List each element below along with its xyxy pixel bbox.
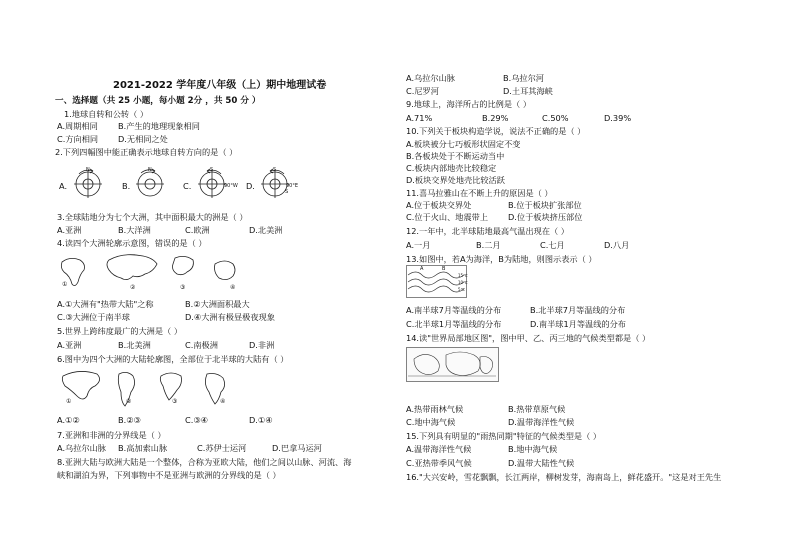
continent-a <box>62 371 99 399</box>
q3-option-a[interactable]: A.亚洲 <box>57 225 82 235</box>
q2-mark-90e: 90°E <box>286 183 299 189</box>
q11-option-a[interactable]: A.位于板块交界处 <box>406 200 472 210</box>
q6-option-d[interactable]: D.①④ <box>249 415 273 425</box>
q15-option-a[interactable]: A.温带海洋性气候 <box>406 444 472 454</box>
q12-option-d[interactable]: D.八月 <box>604 240 630 250</box>
q14-option-d[interactable]: D.温带海洋性气候 <box>508 417 575 427</box>
q8-option-c[interactable]: C.尼罗河 <box>406 86 439 96</box>
paper-title: 2021-2022 学年度八年级（上）期中地理试卷 <box>113 80 327 91</box>
q15-stem: 15.下列具有明显的"雨热同期"特征的气候类型是（ ） <box>406 431 602 441</box>
continent-2 <box>107 255 157 280</box>
q10-option-c[interactable]: C.板块内部地壳比较稳定 <box>406 163 497 173</box>
q6-map-3: ③ <box>172 398 178 405</box>
q2-mark-n2: N <box>148 167 152 173</box>
q9-option-a[interactable]: A.71% <box>406 113 433 123</box>
q4-option-b[interactable]: B.②大洲面积最大 <box>185 299 250 309</box>
continent-c <box>160 373 181 400</box>
q2-mark-s2: S <box>273 167 277 173</box>
q9-option-c[interactable]: C.50% <box>542 113 569 123</box>
q4-map-4: ④ <box>230 284 236 291</box>
q2-label-b[interactable]: B. <box>122 181 131 191</box>
q15-option-d[interactable]: D.温带大陆性气候 <box>508 458 575 468</box>
q3-option-c[interactable]: C.欧洲 <box>185 225 210 235</box>
q2-mark-90w: 90°W <box>224 183 238 189</box>
q5-option-a[interactable]: A.亚洲 <box>57 340 82 350</box>
continent-4 <box>215 261 236 280</box>
q13-option-c[interactable]: C.北半球1月等温线的分布 <box>406 319 502 329</box>
q2-label-d[interactable]: D. <box>246 181 255 191</box>
q7-stem: 7.亚洲和非洲的分界线是（ ） <box>57 430 166 440</box>
q6-map-4: ④ <box>220 398 226 405</box>
q7-option-d[interactable]: D.巴拿马运河 <box>272 443 322 453</box>
q12-option-a[interactable]: A.一月 <box>406 240 431 250</box>
q11-option-d[interactable]: D.位于板块挤压部位 <box>508 212 583 222</box>
q1-option-b[interactable]: B.产生的地理现象相同 <box>118 121 200 131</box>
q13-option-b[interactable]: B.北半球7月等温线的分布 <box>530 305 626 315</box>
q14-option-c[interactable]: C.地中海气候 <box>406 417 456 427</box>
q6-option-c[interactable]: C.③④ <box>185 415 208 425</box>
q4-continent-outlines <box>57 250 257 300</box>
q9-stem: 9.地球上，海洋所占的比例是（ ） <box>406 99 532 109</box>
q14-option-b[interactable]: B.热带草原气候 <box>508 404 566 414</box>
q3-option-b[interactable]: B.大洋洲 <box>118 225 151 235</box>
q13-option-a[interactable]: A.南半球7月等温线的分布 <box>406 305 502 315</box>
q10-option-a[interactable]: A.板块被分七巧板形状固定不变 <box>406 139 521 149</box>
q5-stem: 5.世界上跨纬度最广的大洲是（ ） <box>57 326 183 336</box>
q13-iso-1: 15℃ <box>458 273 468 278</box>
q6-map-2: ② <box>126 398 132 405</box>
q4-map-1: ① <box>62 281 68 288</box>
q8-line2: 峡和湖泊为界，下列事物中不是亚洲与欧洲的分界线的是（ ） <box>57 470 281 480</box>
q7-option-c[interactable]: C.苏伊士运河 <box>197 443 247 453</box>
q10-option-d[interactable]: D.板块交界处地壳比较活跃 <box>406 175 505 185</box>
q6-option-b[interactable]: B.②③ <box>118 415 141 425</box>
q13-stem: 13.如图中，若A为海洋，B为陆地，则图示表示（ ） <box>406 254 597 264</box>
q13-iso-3: 5℃ <box>458 287 466 292</box>
q8-option-a[interactable]: A.乌拉尔山脉 <box>406 73 455 83</box>
q14-stem: 14.读"世界局部地区图"，图中甲、乙、丙三地的气候类型都是（ ） <box>406 333 651 343</box>
q1-stem: 1.地球自转和公转（ ） <box>64 109 149 119</box>
q4-option-c[interactable]: C.③大洲位于南半球 <box>57 312 130 322</box>
q2-mark-s1: S <box>210 167 214 173</box>
q12-stem: 12.一年中，北半球陆地最高气温出现在（ ） <box>406 226 569 236</box>
q5-option-d[interactable]: D.非洲 <box>249 340 275 350</box>
q9-option-b[interactable]: B.29% <box>482 113 509 123</box>
q2-mark-n1: N <box>86 167 90 173</box>
q6-map-1: ① <box>66 398 72 405</box>
q12-option-b[interactable]: B.二月 <box>476 240 501 250</box>
q10-option-b[interactable]: B.各板块处于不断运动当中 <box>406 151 505 161</box>
q7-option-b[interactable]: B.高加索山脉 <box>118 443 168 453</box>
q16-stem: 16."大兴安岭，雪花飘飘，长江两岸，柳树发芽，海南岛上，鲜花盛开。"这是对王先生 <box>406 472 722 482</box>
q11-option-c[interactable]: C.位于火山、地震带上 <box>406 212 489 222</box>
q7-option-a[interactable]: A.乌拉尔山脉 <box>57 443 106 453</box>
q1-option-d[interactable]: D.无相同之处 <box>118 134 168 144</box>
q2-label-a[interactable]: A. <box>59 181 68 191</box>
q14-option-a[interactable]: A.热带雨林气候 <box>406 404 464 414</box>
q4-option-d[interactable]: D.④大洲有极昼极夜现象 <box>185 312 275 322</box>
q13-option-d[interactable]: D.南半球1月等温线的分布 <box>530 319 626 329</box>
q12-option-c[interactable]: C.七月 <box>540 240 565 250</box>
q11-option-b[interactable]: B.位于板块扩张部位 <box>508 200 582 210</box>
section-heading: 一、选择题（共 25 小题，每小题 2分 ，共 50 分 ） <box>55 96 261 106</box>
q4-map-3: ③ <box>180 284 186 291</box>
q8-option-d[interactable]: D.土耳其海峡 <box>503 86 553 96</box>
continent-3 <box>173 256 194 274</box>
q4-stem: 4.读四个大洲轮廓示意图，错误的是（ ） <box>57 238 207 248</box>
q13-fig-a: A <box>420 266 424 272</box>
q13-iso-2: 10℃ <box>458 280 468 285</box>
q1-option-c[interactable]: C.方向相同 <box>57 134 99 144</box>
q5-option-b[interactable]: B.北美洲 <box>118 340 151 350</box>
q11-stem: 11.喜马拉雅山在不断上升的原因是（ ） <box>406 188 553 198</box>
q3-stem: 3.全球陆地分为七个大洲，其中面积最大的洲是（ ） <box>57 212 248 222</box>
q8-line1: 8.亚洲大陆与欧洲大陆是一个整体，合称为亚欧大陆，他们之间以山脉、河流、海 <box>57 457 352 467</box>
q8-option-b[interactable]: B.乌拉尔河 <box>503 73 544 83</box>
q6-stem: 6.图中为四个大洲的大陆轮廓图，全部位于北半球的大陆有（ ） <box>57 354 289 364</box>
q3-option-d[interactable]: D.北美洲 <box>249 225 283 235</box>
q2-mark-s3: S <box>285 189 289 195</box>
q5-option-c[interactable]: C.南极洲 <box>185 340 218 350</box>
q9-option-d[interactable]: D.39% <box>604 113 632 123</box>
q2-stem: 2.下列四幅图中能正确表示地球自转方向的是（ ） <box>55 147 238 157</box>
q13-fig-b: B <box>442 266 446 272</box>
q15-option-b[interactable]: B.地中海气候 <box>508 444 558 454</box>
q1-option-a[interactable]: A.周期相同 <box>57 121 98 131</box>
q4-option-a[interactable]: A.①大洲有"热带大陆"之称 <box>57 299 154 309</box>
q6-option-a[interactable]: A.①② <box>57 415 80 425</box>
q14-world-map <box>406 347 500 383</box>
q2-label-c[interactable]: C. <box>183 181 192 191</box>
q10-stem: 10.下列关于板块构造学说，说法不正确的是（ ） <box>406 126 586 136</box>
q4-map-2: ② <box>130 284 136 291</box>
q2-globe-figures <box>55 164 355 204</box>
q15-option-c[interactable]: C.亚热带季风气候 <box>406 458 472 468</box>
